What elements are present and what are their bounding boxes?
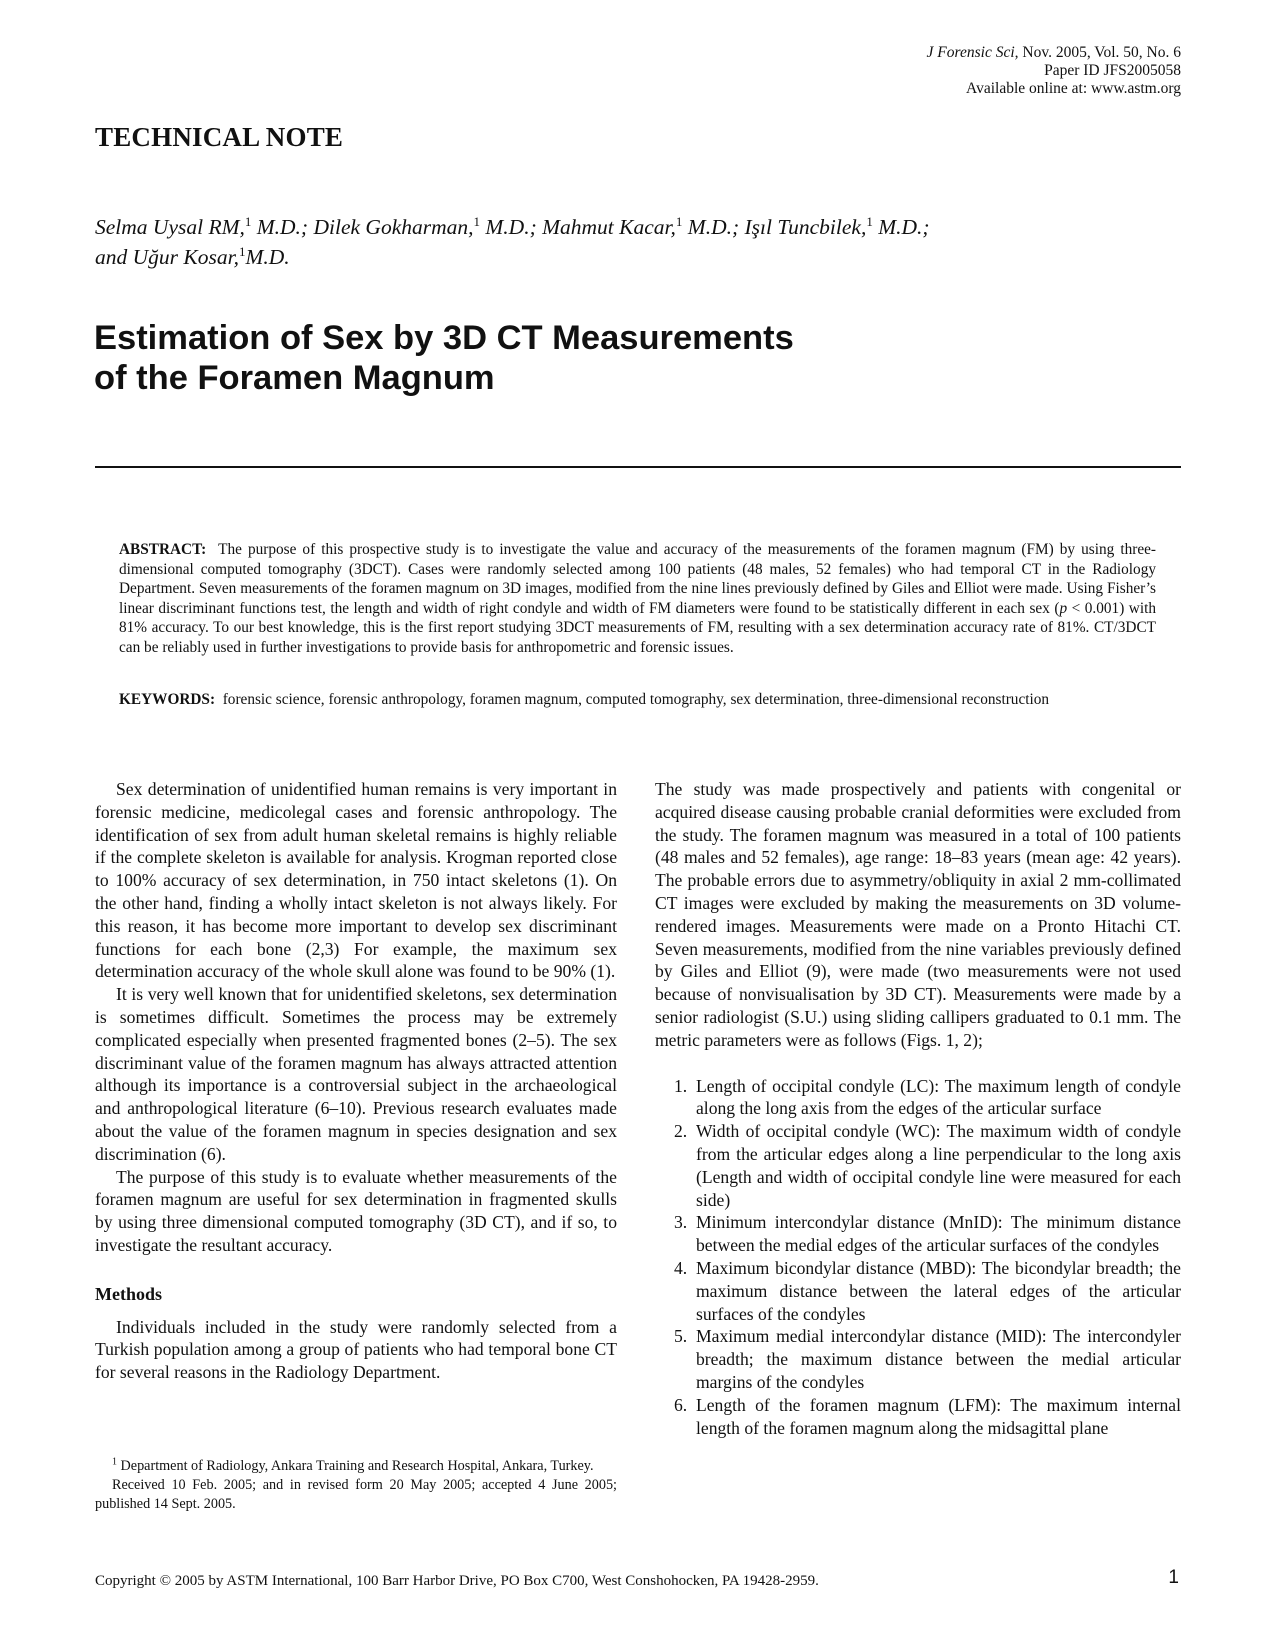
affiliation-footnote: $^1$ Department of Radiology, Ankara Training and Research Hospital, Ankara, Turkey. bbox=[112, 1456, 594, 1474]
received-footnote: Received 10 Feb. 2005; and in revised form 20 May 2005; accepted 4 June 2005; published 14 Sept. 2005. bbox=[95, 1477, 617, 1512]
copyright-notice: Copyright © 2005 by ASTM International, 100 Barr Harbor Drive, PO Box C700, West Conshohocken, PA 19428-2959. bbox=[95, 1573, 819, 1589]
journal-name: J Forensic Sci, bbox=[926, 44, 1019, 61]
abstract bbox=[119, 540, 1156, 657]
body-paragraph: Sex determination of unidentified human remains is very important in forensic medicine, medicolegal cases and forensic anthropology. The identification of sex from adult human skeletal remains is highly reliable if the complete skeleton is available for analysis. Krogman reported close to 100% accuracy of sex determination, in 750 intact skeletons (1). On the other hand, finding a wholly intact skeleton is not always likely. For this reason, it has become more important to develop sex discriminant functions for each bone (2,3) For example, the maximum sex determination accuracy of the whole skull alone was found to be 90% (1). bbox=[95, 779, 617, 982]
author-list bbox=[95, 212, 1185, 272]
methods-heading: Methods bbox=[95, 1283, 162, 1304]
body-paragraph: The purpose of this study is to evaluate whether measurements of the foramen magnum are useful for sex determination in fragmented skulls by using three dimensional computed tomography (3D CT), and if so, to investigate the resultant accuracy. bbox=[95, 1166, 617, 1255]
keywords-label: KEYWORDS: bbox=[119, 691, 216, 708]
footnotes bbox=[95, 1457, 617, 1514]
methods-paragraph: Individuals included in the study were randomly selected from a Turkish population among a group of patients who had temporal bone CT for several reasons in the Radiology Department. bbox=[95, 1316, 617, 1383]
author: Dilek Gokharman,$^1$ M.D.; bbox=[313, 213, 543, 239]
list-item: 3. Minimum intercondylar distance (MnID): The minimum distance between the medial edges of the articular surfaces of the condyles bbox=[674, 1212, 1181, 1256]
abstract-label: ABSTRACT: bbox=[119, 541, 207, 558]
abstract-text-cont: < 0.001) with 81% accuracy. To our best knowledge, this is the first report studying 3DCT measurements of FM, resulting with a sex determination accuracy rate of 81%. CT/3DCT can be reliably used in further investigations to provide basis for anthropometric and forensic issues. bbox=[119, 599, 1156, 656]
abstract-p-symbol: p bbox=[1059, 599, 1068, 617]
keywords bbox=[119, 690, 1156, 710]
title-line-2: of the Foramen Magnum bbox=[94, 359, 495, 397]
title-divider bbox=[95, 466, 1181, 468]
abstract-text: The purpose of this prospective study is to investigate the value and accuracy of the measurements of the foramen magnum (FM) by using three-dimensional computed tomography (3DCT). Cases were randomly selected among 100 patients (48 males, 52 females) who had temporal CT in the Radiology Department. Seven measurements of the foramen magnum on 3D images, modified from the nine lines previously defined by Giles and Elliot were made. Using Fisher’s linear discriminant functions test, the length and width of right condyle and width of FM diameters were found to be statistically different in each sex ( bbox=[119, 541, 1156, 617]
author: and Uğur Kosar,$^1$M.D. bbox=[95, 243, 290, 269]
list-item: 2. Width of occipital condyle (WC): The maximum width of condyle from the articular edges along a line perpendicular to the long axis (Length and width of occipital condyle line were measured for each side) bbox=[674, 1121, 1181, 1210]
list-item: 6. Length of the foramen magnum (LFM): The maximum internal length of the foramen magnum along the midsagittal plane bbox=[674, 1394, 1181, 1438]
journal-header bbox=[927, 44, 1181, 98]
section-label: TECHNICAL NOTE bbox=[95, 122, 344, 152]
author: Selma Uysal RM,$^1$ M.D.; bbox=[95, 213, 314, 239]
body-paragraph: It is very well known that for unidentified skeletons, sex determination is sometimes difficult. Sometimes the process may be extremely complicated especially when presented fragmented bones (2–5). The sex discriminant value of the foramen magnum has always attracted attention although its importance is a controversial subject in the archaeological and anthropological literature (6–10). Previous research evaluates made about the value of the foramen magnum in species designation and sex discrimination (6). bbox=[95, 984, 617, 1164]
body-column-left bbox=[95, 778, 617, 1384]
author: Mahmut Kacar,$^1$ M.D.; bbox=[542, 213, 745, 239]
list-item: 4. Maximum bicondylar distance (MBD): The bicondylar breadth; the maximum distance between the lateral edges of the articular surfaces of the condyles bbox=[674, 1257, 1181, 1324]
body-column-right bbox=[655, 778, 1181, 1439]
journal-citation bbox=[927, 44, 1181, 62]
keywords-text: forensic science, forensic anthropology, foramen magnum, computed tomography, sex determination, three-dimensional reconstruction bbox=[222, 691, 1050, 708]
title-line-1: Estimation of Sex by 3D CT Measurements bbox=[94, 319, 794, 357]
availability-note: Available online at: www.astm.org bbox=[966, 80, 1181, 97]
author: Işıl Tuncbilek,$^1$ M.D.; bbox=[744, 213, 930, 239]
list-item: 5. Maximum medial intercondylar distance (MID): The intercondyler breadth; the maximum distance between the medial articular margins of the condyles bbox=[674, 1326, 1181, 1392]
paper-id: Paper ID JFS2005058 bbox=[1044, 62, 1181, 79]
measurement-list bbox=[655, 1075, 1181, 1440]
paper-title bbox=[94, 318, 994, 398]
journal-issue: Nov. 2005, Vol. 50, No. 6 bbox=[1018, 44, 1181, 61]
page-number: 1 bbox=[1168, 1567, 1179, 1588]
list-item: 1. Length of occipital condyle (LC): The maximum length of condyle along the long axis from the edges of the articular surface bbox=[674, 1075, 1181, 1119]
body-paragraph: The study was made prospectively and patients with congenital or acquired disease causing probable cranial deformities were excluded from the study. The foramen magnum was measured in a total of 100 patients (48 males and 52 females), age range: 18–83 years (mean age: 42 years). The probable errors due to asymmetry/obliquity in axial 2 mm-collimated CT images were excluded by making the measurements on 3D volume-rendered images. Measurements were made on a Pronto Hitachi CT. Seven measurements, modified from the nine variables previously defined by Giles and Elliot (9), were made (two measurements were not used because of nonvisualisation by 3D CT). Measurements were made by a senior radiologist (S.U.) using sliding callipers graduated to 0.1 mm. The metric parameters were as follows (Figs. 1, 2); bbox=[655, 779, 1181, 1050]
